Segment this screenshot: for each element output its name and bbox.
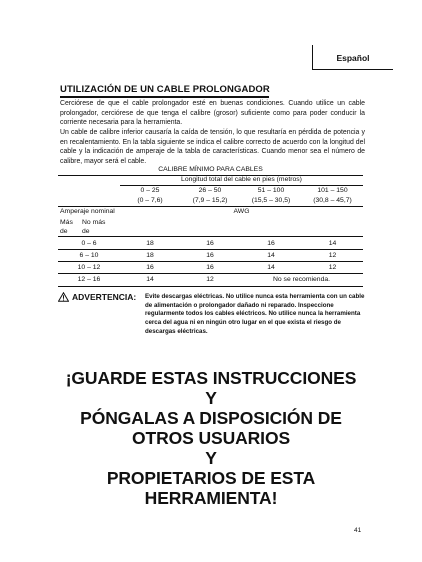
warning-text: Evite descargas eléctricas. No utilice nunca esta herramienta con un cable de alimentación o prolongador dañado ni reparado. Inspeccione regularmente todos los cables eléctricos. No utilice nunca la herramienta cerca del agua ni en ningún otro lugar en el que exista el riesgo de descargas eléctricas. [145, 293, 365, 335]
not-more-than-label: No más de [82, 219, 106, 235]
table-rule [58, 236, 363, 237]
gauge-cell: 12 [328, 252, 337, 259]
language-tab: Español [312, 45, 393, 70]
length-header: Longitud total del cable en pies (metros) [181, 176, 302, 183]
table-rule [58, 249, 363, 250]
section-title: UTILIZACIÓN DE UN CABLE PROLONGADOR [60, 84, 270, 95]
gauge-cell: 18 [146, 240, 154, 247]
paragraph-cable-condition: Cerciórese de que el cable prolongador esté en buenas condiciones. Cuando utilice un cable prolongador, cerciórese de que tenga el calibre (grosor) suficiente como para poder conducir la corriente necesaria para la herramienta. [60, 100, 365, 127]
gauge-cell: 16 [206, 264, 214, 271]
range-m-2: (7,9 – 15,2) [192, 197, 228, 204]
gauge-cell: 14 [146, 276, 154, 283]
closing-line: Y [205, 448, 217, 468]
closing-notice [50, 368, 372, 508]
table-rule [58, 286, 363, 287]
more-than-label: Más de [60, 219, 73, 235]
gauge-cell: 12 [328, 264, 337, 271]
table-rule [58, 206, 363, 207]
title-underline [60, 96, 269, 98]
not-recommended-note: No se recomienda. [272, 276, 331, 283]
gauge-cell: 12 [206, 276, 214, 283]
gauge-cell: 14 [267, 264, 275, 271]
amps-row-2: 6 – 10 [79, 252, 99, 259]
table-rule [58, 261, 363, 262]
table-rule [120, 185, 363, 186]
gauge-cell: 16 [206, 252, 214, 259]
range-m-4: (30,8 – 45,7) [313, 197, 352, 204]
gauge-cell: 16 [206, 240, 214, 247]
amperage-label: Amperaje nominal [60, 208, 115, 215]
paragraph-gauge-info: Un cable de calibre inferior causaría la caída de tensión, lo que resultaría en pérdida de potencia y en recalentamiento. En la tabla siguiente se indica el calibre correcto de acuerdo con la longitud del cable y la indicación de amperaje de la tabla de características. Cuando menor sea el número de calibre, mayor será el cable. [60, 129, 365, 165]
gauge-cell: 16 [267, 240, 275, 247]
warning-triangle-icon [58, 292, 69, 302]
range-ft-1: 0 – 25 [140, 187, 160, 194]
closing-line: OTROS USUARIOS [131, 428, 291, 448]
range-ft-2: 26 – 50 [198, 187, 222, 194]
closing-line: ¡GUARDE ESTAS INSTRUCCIONES [65, 368, 357, 388]
closing-line: PROPIETARIOS DE ESTA [106, 468, 316, 488]
gauge-cell: 14 [328, 240, 337, 247]
range-m-1: (0 – 7,6) [137, 197, 163, 204]
closing-line: HERRAMIENTA! [144, 488, 278, 508]
page-number: 41 [354, 527, 362, 534]
amps-row-3: 10 – 12 [77, 264, 101, 271]
range-m-3: (15,5 – 30,5) [251, 197, 291, 204]
table-caption: CALIBRE MÍNIMO PARA CABLES [158, 166, 263, 173]
gauge-cell: 18 [146, 252, 154, 259]
range-ft-3: 51 – 100 [257, 187, 285, 194]
closing-line: Y [205, 388, 217, 408]
range-ft-4: 101 – 150 [317, 187, 348, 194]
gauge-cell: 14 [267, 252, 275, 259]
gauge-cell: 16 [146, 264, 154, 271]
awg-label: AWG [233, 208, 250, 215]
closing-line: PÓNGALAS A DISPOSICIÓN DE [80, 408, 342, 428]
amps-row-1: 0 – 6 [81, 240, 97, 247]
table-rule [58, 273, 363, 274]
warning-label: ADVERTENCIA: [72, 292, 137, 302]
amps-row-4: 12 – 16 [77, 276, 101, 283]
